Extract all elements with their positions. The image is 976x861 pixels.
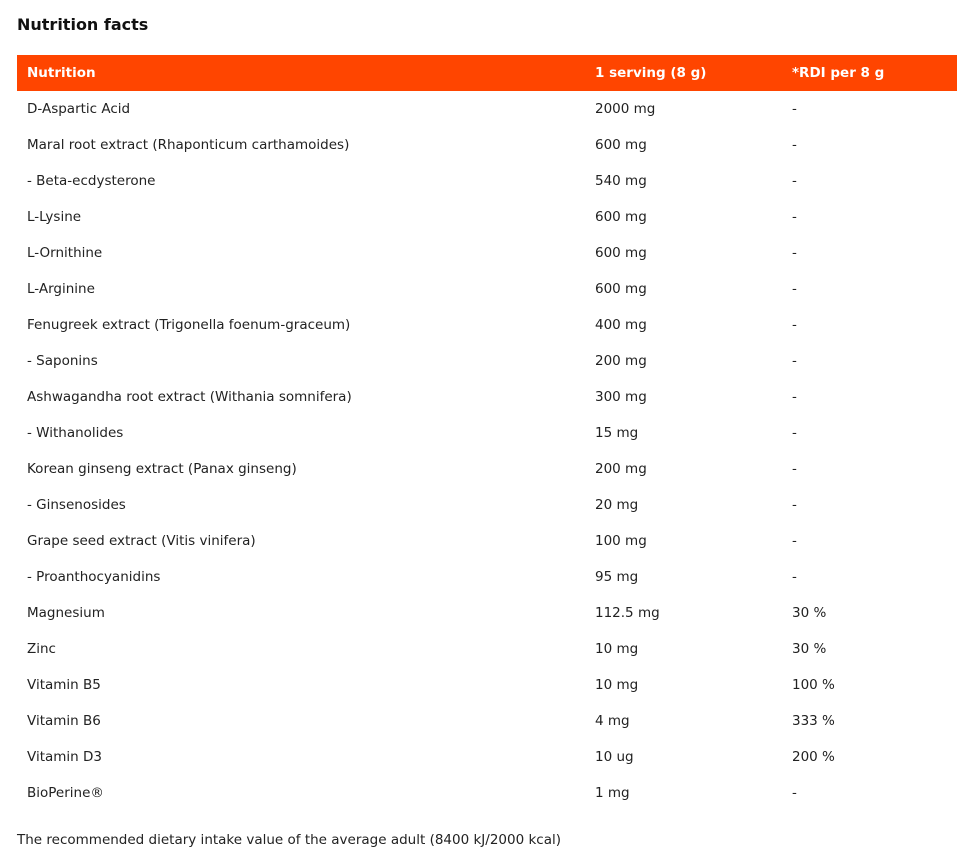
table-row [17,199,957,235]
table-row [17,667,957,703]
nutrient-rdi: - [792,425,797,441]
table-row [17,235,957,271]
table-row [17,343,957,379]
nutrient-name: L-Arginine [27,281,95,297]
nutrient-name: Vitamin B6 [27,713,101,729]
nutrient-name: BioPerine® [27,785,104,801]
nutrient-serving: 20 mg [595,497,639,513]
nutrient-name: Korean ginseng extract (Panax ginseng) [27,461,297,477]
table-row [17,487,957,523]
nutrient-rdi: - [792,533,797,549]
header-nutrition: Nutrition [27,65,96,81]
nutrient-serving: 10 mg [595,677,639,693]
nutrient-rdi: - [792,281,797,297]
nutrient-serving: 400 mg [595,317,647,333]
table-row [17,415,957,451]
nutrient-rdi: 200 % [792,749,835,765]
nutrient-serving: 600 mg [595,209,647,225]
nutrient-name: L-Ornithine [27,245,103,261]
nutrient-rdi: 30 % [792,605,827,621]
nutrient-name: Grape seed extract (Vitis vinifera) [27,533,256,549]
nutrient-serving: 15 mg [595,425,639,441]
nutrient-name: Vitamin D3 [27,749,102,765]
nutrient-serving: 2000 mg [595,101,656,117]
nutrient-serving: 600 mg [595,245,647,261]
nutrient-serving: 10 ug [595,749,634,765]
nutrient-serving: 95 mg [595,569,639,585]
nutrient-name: - Proanthocyanidins [27,569,161,585]
nutrient-rdi: - [792,461,797,477]
nutrient-rdi: - [792,353,797,369]
nutrient-rdi: - [792,209,797,225]
nutrient-rdi: - [792,569,797,585]
nutrient-name: - Saponins [27,353,98,369]
table-row [17,163,957,199]
nutrient-serving: 540 mg [595,173,647,189]
nutrient-serving: 200 mg [595,353,647,369]
table-row [17,127,957,163]
nutrient-serving: 100 mg [595,533,647,549]
table-row [17,523,957,559]
nutrient-name: L-Lysine [27,209,82,225]
nutrient-rdi: - [792,785,797,801]
nutrient-name: Magnesium [27,605,105,621]
table-body [17,91,957,811]
nutrient-serving: 600 mg [595,137,647,153]
nutrient-serving: 600 mg [595,281,647,297]
nutrient-name: Vitamin B5 [27,677,101,693]
table-row [17,451,957,487]
table-header [17,55,957,91]
nutrient-rdi: 100 % [792,677,835,693]
table-row [17,271,957,307]
rdi-footnote: The recommended dietary intake value of the average adult (8400 kJ/2000 kcal) [17,832,562,848]
table-row [17,703,957,739]
table-row [17,91,957,127]
nutrient-rdi: - [792,173,797,189]
table-row [17,775,957,811]
nutrient-rdi: - [792,245,797,261]
table-row [17,559,957,595]
table-row [17,631,957,667]
nutrient-name: - Withanolides [27,425,124,441]
page-title: Nutrition facts [17,15,149,34]
nutrient-serving: 300 mg [595,389,647,405]
table-row [17,307,957,343]
nutrient-rdi: - [792,317,797,333]
nutrient-serving: 200 mg [595,461,647,477]
nutrient-name: D-Aspartic Acid [27,101,131,117]
nutrient-name: Zinc [27,641,56,657]
nutrient-rdi: - [792,497,797,513]
nutrient-name: Ashwagandha root extract (Withania somnifera) [27,389,352,405]
nutrient-name: - Beta-ecdysterone [27,173,156,189]
table-header-row [17,55,957,91]
nutrient-name: Maral root extract (Rhaponticum carthamoides) [27,137,350,153]
nutrient-serving: 1 mg [595,785,630,801]
nutrient-rdi: - [792,137,797,153]
nutrient-rdi: - [792,101,797,117]
nutrient-serving: 4 mg [595,713,630,729]
nutrient-serving: 112.5 mg [595,605,660,621]
nutrient-rdi: 30 % [792,641,827,657]
nutrient-name: Fenugreek extract (Trigonella foenum-graceum) [27,317,351,333]
nutrient-rdi: - [792,389,797,405]
header-rdi: *RDI per 8 g [792,65,885,81]
nutrient-name: - Ginsenosides [27,497,126,513]
nutrient-rdi: 333 % [792,713,835,729]
nutrient-serving: 10 mg [595,641,639,657]
header-serving: 1 serving (8 g) [595,65,707,81]
table-row [17,595,957,631]
nutrition-table [17,55,957,811]
table-row [17,379,957,415]
table-row [17,739,957,775]
